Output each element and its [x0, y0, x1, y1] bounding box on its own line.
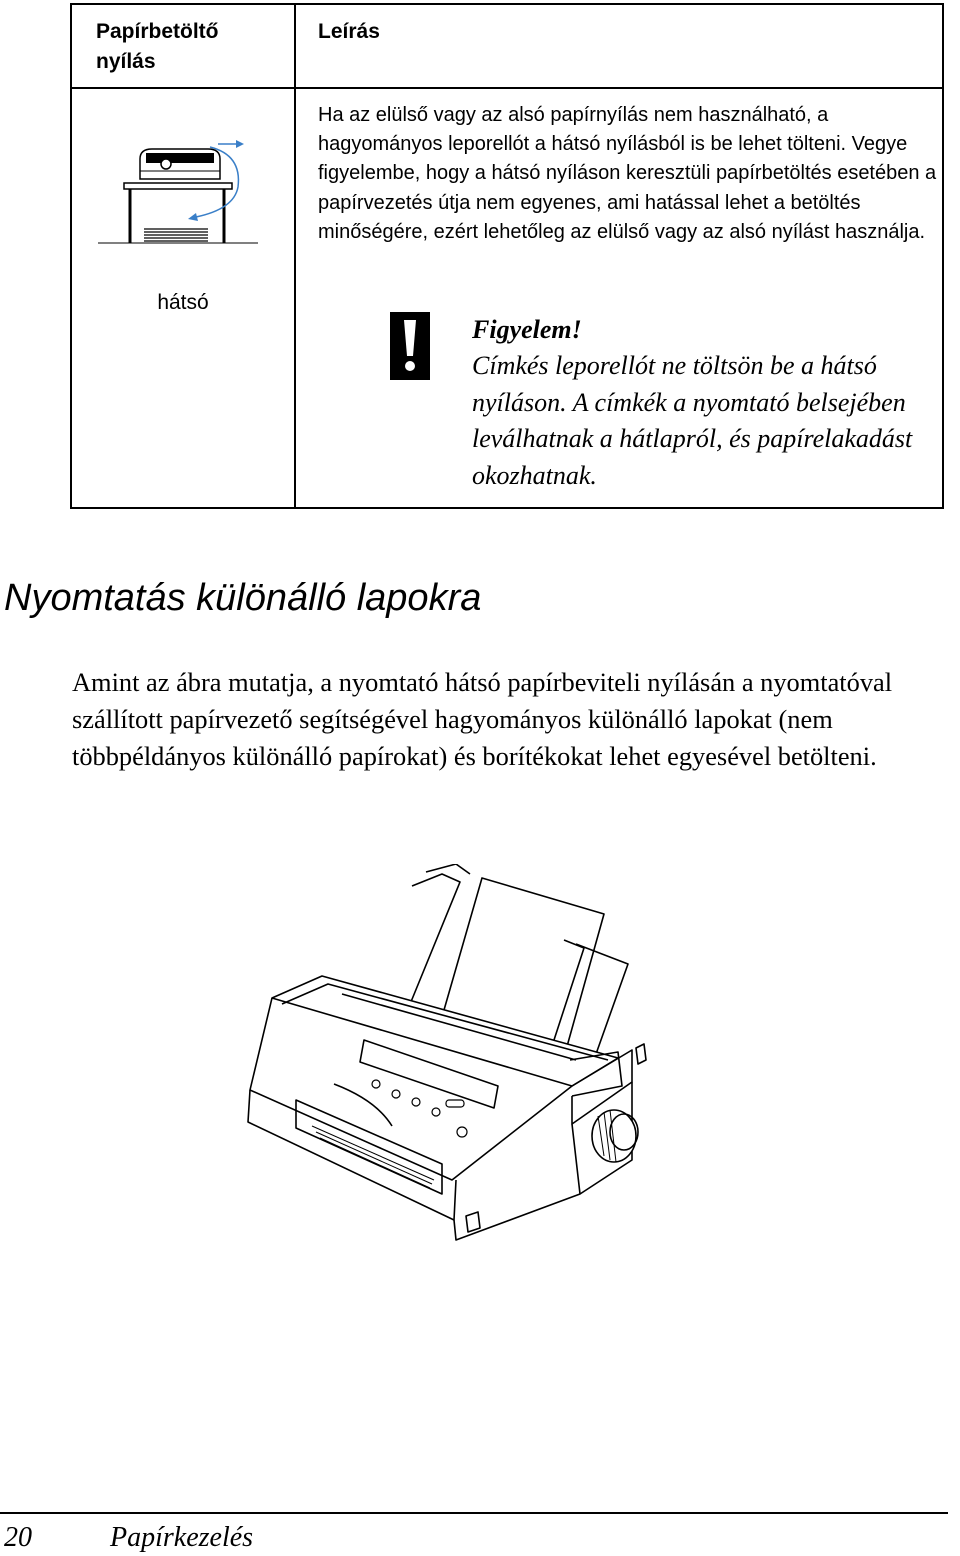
chapter-title: Papírkezelés [110, 1522, 254, 1553]
header-description: Leírás [318, 20, 380, 43]
caution-icon [390, 312, 430, 380]
rear-slot-illustration [96, 133, 258, 253]
slot-description: Ha az elülső vagy az alsó papírnyílás nem használható, a hagyományos leporellót a hátsó nyílásból is be lehet tölteni. Vegye figyelembe, hogy a hátsó nyíláson keresztüli papírbetöltés esetében a papírvezetés útja nem egyenes, ami hatással lehet a betöltés minőségére, ezért lehetőleg az elülső vagy az alsó nyílást használja. [318, 104, 937, 243]
slot-label-rear: hátsó [157, 291, 209, 314]
section-body: Amint az ábra mutatja, a nyomtató hátsó papírbeviteli nyílásán a nyomtatóval szállított papírvezető segítségével hagyományos különálló lapokat (nem többpéldányos különálló papírokat) és borítékokat lehet egyesével betölteni. [72, 667, 893, 772]
footer-rule [0, 1512, 948, 1514]
printer-illustration [236, 864, 656, 1260]
warning-text: Címkés leporellót ne töltsön be a hátsó nyíláson. A címkék a nyomtató belsejében leválhatnak a hátlapról, és papírelakadást okozhatnak. [472, 351, 913, 490]
header-paper-slot: Papírbetöltő nyílás [96, 20, 219, 73]
table-column-divider [294, 5, 296, 507]
page-number: 20 [4, 1522, 32, 1553]
warning-title: Figyelem! [472, 315, 582, 344]
section-heading: Nyomtatás különálló lapokra [4, 577, 482, 619]
table-row-divider [72, 87, 942, 89]
